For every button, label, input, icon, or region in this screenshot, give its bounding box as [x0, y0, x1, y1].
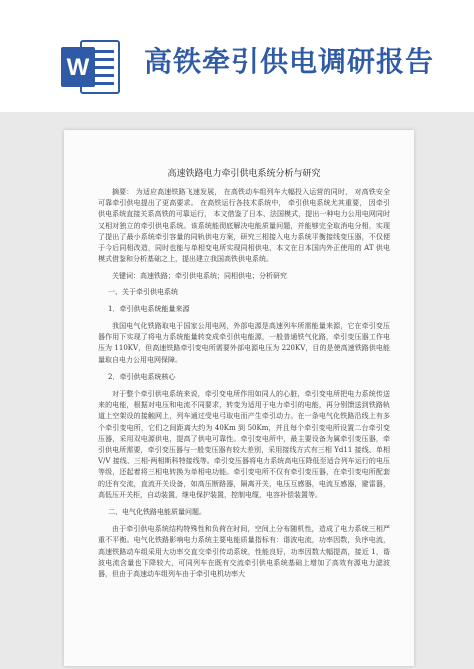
body-paragraph-1: 我国电气化铁路取电于国家公用电网，外部电源是高速列车所需能量来源，它在牵引变压器作用下实现了将电力系统能量转变成牵引供电能源，一般普通铁气化路，牵引变压器工作电压为 110KV，但高速铁路牵引变电所需要外部电源电压为 220KV，目的是使高速铁路供电能量取自电力公用电网保障。: [98, 322, 390, 364]
page-header: [0, 0, 474, 112]
body-paragraph-2: 对于整个牵引供电系统来说，牵引变电所作用如同人的心脏，牵引变电所把电力系统传送来的电能，根据对电压和电流不同要求，转变为适用于电力牵引的电能，再分别馈送到铁路轨道上空架设的接触网上，列车通过受电弓取电而产生牵引动力。在一条电气化铁路沿线上有多个牵引变电所，它们之间距离大约为 40Km 到 50Km，并且每个牵引变电所设置二台牵引变压器，采用双电源供电，提高了供电可靠性。牵引变电所中，最主要设备为属牵引变压器，牵引供电所需要，牵引变压器与一般变压器有较大差别，采用接线方式有三相 Yd11 接线、单相 V/V 接线、三相-两相斯科特接线等。牵引变压器将电力系统高电压降低至适合列车运行的电压等级，还起着将三相电转换为单相电功能。牵引变电所不仅有牵引变压器，在牵引变电所配套的还有交流，直流开关设备，如高压断路器，隔离开关，电压互感器，电流互感器，避雷器，高低压开关柜，自动装置，继电保护装置，控制电缆，电容补偿装置等。: [98, 390, 390, 499]
word-document-icon: [61, 37, 123, 97]
subsection-heading-1: 1．牵引供电系统能量来源: [108, 304, 190, 313]
keywords-line: 关键词：高速铁路；牵引供电系统；同相供电；分析研究: [112, 272, 287, 281]
subsection-heading-2: 2．牵引供电系统核心: [108, 372, 176, 381]
document-viewer: [0, 112, 474, 669]
page-title: 高铁牵引供电调研报告: [144, 45, 435, 78]
section-heading-2: 二、电气化铁路电能质量问题。: [108, 508, 206, 517]
document-page: [64, 130, 414, 666]
body-paragraph-3: 由于牵引供电系统结构特殊性和负荷在时间，空间上分布随机性，造成了电力系统三相严重不平衡。电气化铁路影响电力系统主要电能质量指标有：谐波电流，功率因数，负序电流，高速铁路动车组采用大功率交直交牵引传动系统，性能良好，功率因数大幅提高，接近 1，谐波电流含量也下降较大，可同列车在既有交流牵引供电系统基础上增加了高效有源电力滤波器，但由于高速动车组列车由于牵引电机功率大: [98, 525, 390, 579]
svg-text:W: W: [66, 54, 90, 81]
abstract-paragraph: 摘要： 为适应高速铁路飞速发展， 在高铁动车组列车大幅投入运营的同时， 对高铁安全可靠牵引供电提出了更高要求。 在高铁运行各技术系统中， 牵引供电系统尤其重要， 因牵引供电系统直接关系高铁的可靠运行， 本文借鉴了日本、法国模式，提出一种电力公用电网同时又相对独立的牵引供电系统。该系统能彻底解决电能质量问题，并能够完全取消电分相，实现了提出了最小系统牵引容量的同轨供电方案，研究三相接入电力系统平衡接线变压器，不仅便于今后同相改造，同时也能与单相变电所实现同相供电，本文在日本国内外正使用的 AT 供电模式借鉴和分析基础之上，提出建立我国高铁供电系统。: [98, 188, 390, 264]
section-heading-1: 一、关于牵引供电系统: [108, 287, 178, 296]
document-title: 高速铁路电力牵引供电系统分析与研究: [167, 169, 321, 179]
